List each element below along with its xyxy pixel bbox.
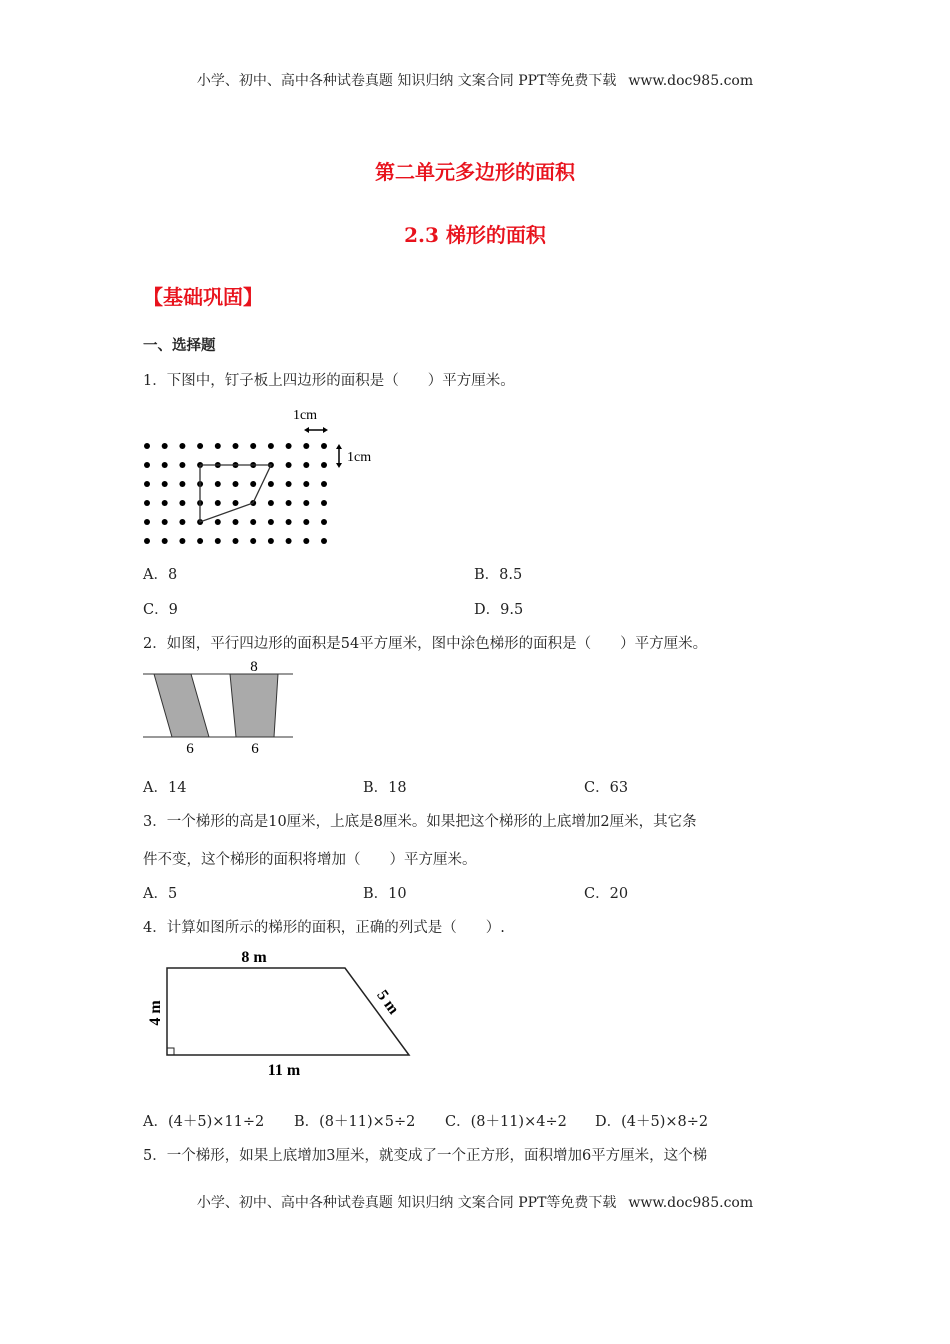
peg-dot [233,538,239,544]
peg-dot [179,481,185,487]
footer-text: 小学、初中、高中各种试卷真题 知识归纳 文案合同 PPT等免费下载 [196,1195,617,1211]
unit-title: 第二单元多边形的面积 [375,160,575,184]
page-header [0,70,950,90]
header-site: www.doc985.com [628,73,754,89]
q4-option-b[interactable]: B．(8＋11)×5÷2 [294,1114,416,1130]
parallelogram-figure [140,655,300,755]
section-heading: 【基础巩固】 [143,285,263,309]
q3-option-a[interactable]: A．5 [143,886,178,902]
page-footer [0,1192,950,1212]
peg-dot [321,481,327,487]
peg-dot [162,462,168,468]
q2-option-c[interactable]: C．63 [584,780,629,796]
top-base-label: 8 m [241,949,267,966]
height-label: 4 m [147,1000,164,1026]
peg-dot [303,481,309,487]
question-3-cont: 件不变，这个梯形的面积将增加（ ）平方厘米。 [143,852,477,868]
footer-site: www.doc985.com [628,1195,754,1211]
base-label-2: 6 [251,741,259,755]
peg-dot [162,519,168,525]
q1-option-c[interactable]: C．9 [143,602,178,618]
q1-option-d[interactable]: D．9.5 [474,602,524,618]
peg-dot [268,443,274,449]
peg-dot [233,519,239,525]
peg-dot [215,538,221,544]
peg-dot [250,519,256,525]
question-1: 1．下图中，钉子板上四边形的面积是（ ）平方厘米。 [143,373,515,389]
q1-option-a[interactable]: A．8 [143,567,178,583]
peg-dot [144,519,150,525]
peg-dot [197,538,203,544]
peg-dot [303,519,309,525]
v-unit-label: 1cm [347,450,372,465]
peg-dot [162,538,168,544]
bottom-base-label: 11 m [267,1062,301,1079]
q4-option-d[interactable]: D．(4＋5)×8÷2 [595,1114,709,1130]
peg-dot [268,481,274,487]
header-text: 小学、初中、高中各种试卷真题 知识归纳 文案合同 PPT等免费下载 [196,73,617,89]
pegboard-figure [140,400,390,550]
h-unit-label: 1cm [292,408,318,423]
peg-dot [179,519,185,525]
peg-dot [286,462,292,468]
peg-dot [162,500,168,506]
peg-dot [321,443,327,449]
q3-option-c[interactable]: C．20 [584,886,629,902]
peg-dot [215,481,221,487]
peg-dot [286,443,292,449]
peg-dot [303,462,309,468]
peg-dot [144,481,150,487]
peg-dot [268,500,274,506]
peg-dot [179,500,185,506]
q3-option-b[interactable]: B．10 [363,886,407,902]
peg-dot [197,443,203,449]
peg-dot [233,443,239,449]
peg-dot [303,500,309,506]
q2-option-b[interactable]: B．18 [363,780,407,796]
peg-dot [215,443,221,449]
q4-option-c[interactable]: C．(8＋11)×4÷2 [445,1114,567,1130]
peg-dot [268,538,274,544]
question-3: 3．一个梯形的高是10厘米，上底是8厘米。如果把这个梯形的上底增加2厘米，其它条 [143,814,697,830]
peg-dot [268,519,274,525]
peg-dot [321,462,327,468]
lesson-title: 2.3 梯形的面积 [404,223,546,247]
peg-dot [321,500,327,506]
peg-dot [303,443,309,449]
peg-dot [162,481,168,487]
peg-dot [144,538,150,544]
peg-dot [321,519,327,525]
peg-dot [179,538,185,544]
part-heading: 一、选择题 [143,337,216,354]
peg-dot [250,443,256,449]
question-5: 5．一个梯形，如果上底增加3厘米，就变成了一个正方形，面积增加6平方厘米，这个梯 [143,1148,708,1164]
top-label: 8 [250,659,258,675]
peg-dot [303,538,309,544]
peg-dot [286,538,292,544]
question-2: 2．如图，平行四边形的面积是54平方厘米，图中涂色梯形的面积是（ ）平方厘米。 [143,636,708,652]
peg-dot [215,519,221,525]
peg-dot [286,500,292,506]
peg-dot [233,481,239,487]
base-label-1: 6 [186,741,194,755]
peg-dot [144,500,150,506]
peg-dot [250,481,256,487]
peg-dot [144,462,150,468]
peg-dot [179,443,185,449]
peg-dot [286,519,292,525]
trapezoid-figure [140,940,430,1085]
question-4: 4．计算如图所示的梯形的面积，正确的列式是（ ）. [143,920,505,936]
slant-label: 5 m [373,987,402,1018]
peg-dot [250,538,256,544]
peg-dot [144,443,150,449]
peg-dot [179,462,185,468]
q1-option-b[interactable]: B．8.5 [474,567,523,583]
peg-dot [286,481,292,487]
q2-option-a[interactable]: A．14 [143,780,187,796]
peg-dot [215,500,221,506]
peg-dot [233,500,239,506]
peg-dot [162,443,168,449]
peg-dot [321,538,327,544]
q4-option-a[interactable]: A．(4＋5)×11÷2 [143,1114,265,1130]
